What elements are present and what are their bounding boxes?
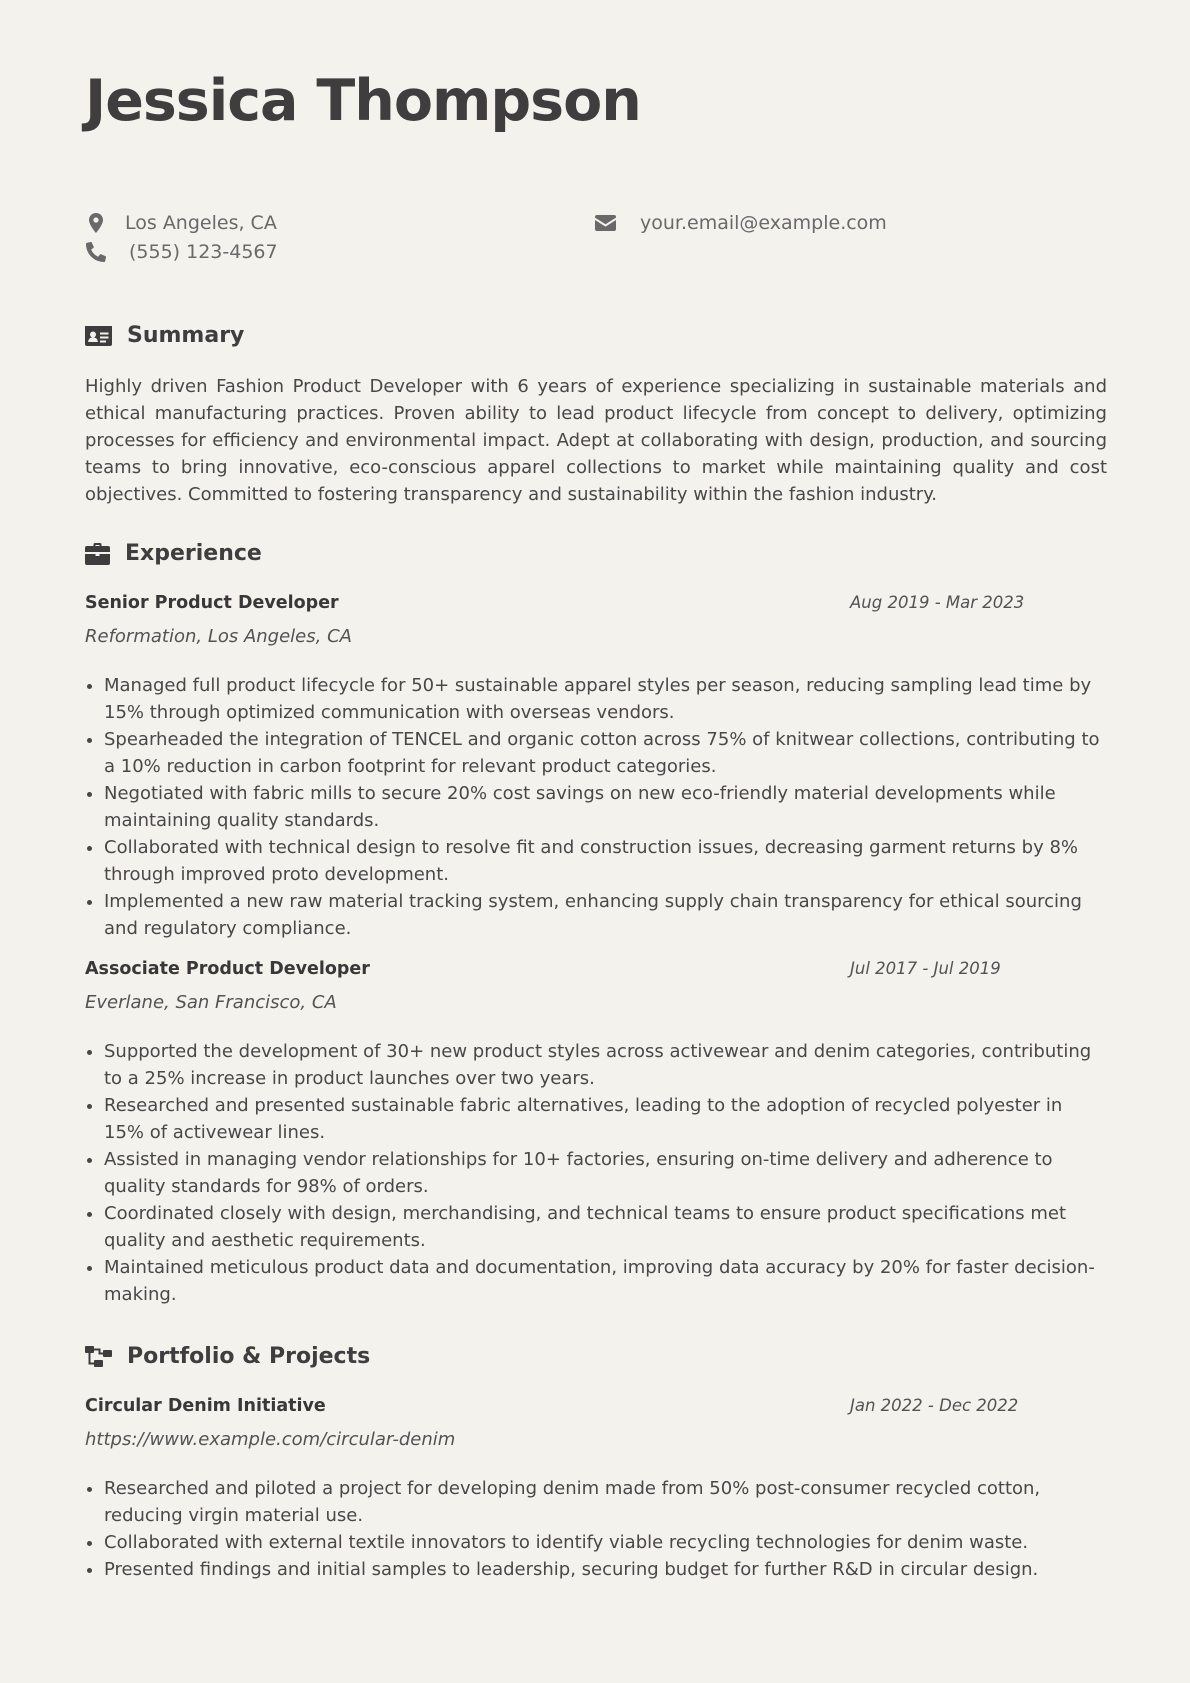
id-card-icon <box>85 324 113 348</box>
contact-email <box>594 212 887 234</box>
list-item: Supported the development of 30+ new product styles across activewear and denim categories, contributing to a 25% increase in product launches over two years. <box>85 1038 1107 1092</box>
summary-heading <box>85 323 244 348</box>
projects-heading <box>85 1344 370 1369</box>
list-item: Presented findings and initial samples to leadership, securing budget for further R&D in circular design. <box>85 1556 1107 1583</box>
summary-title: Summary <box>127 323 245 348</box>
job-bullets <box>85 1038 1107 1308</box>
phone-text: (555) 123-4567 <box>129 241 278 263</box>
contact-location <box>85 212 277 234</box>
job-bullets <box>85 672 1107 942</box>
job-company: Everlane, San Francisco, CA <box>85 992 337 1013</box>
location-text: Los Angeles, CA <box>125 212 277 234</box>
list-item: Assisted in managing vendor relationships for 10+ factories, ensuring on-time delivery and adherence to quality standards for 98% of orders. <box>85 1146 1107 1200</box>
summary-text: Highly driven Fashion Product Developer with 6 years of experience specializing in sustainable materials and ethical manufacturing practices. Proven ability to lead product lifecycle from concept to delivery, optimizing processes for efficiency and environmental impact. Adept at collaborating with design, production, and sourcing teams to bring innovative, eco-conscious apparel collections to market while maintaining quality and cost objectives. Committed to fostering transparency and sustainability within the fashion industry. <box>85 376 1107 505</box>
job-title: Senior Product Developer <box>85 593 339 613</box>
candidate-name: Jessica Thompson <box>85 68 641 134</box>
experience-heading <box>85 541 262 566</box>
experience-title: Experience <box>125 541 262 566</box>
contact-phone <box>85 241 278 263</box>
job-dates: Aug 2019 - Mar 2023 <box>850 593 1025 612</box>
projects-title: Portfolio & Projects <box>127 1344 371 1369</box>
project-link[interactable]: https://www.example.com/circular-denim <box>85 1429 456 1450</box>
list-item: Researched and piloted a project for developing denim made from 50% post-consumer recycled cotton, reducing virgin material use. <box>85 1475 1107 1529</box>
project-dates: Jan 2022 - Dec 2022 <box>850 1396 1019 1415</box>
briefcase-icon <box>85 542 113 566</box>
list-item: Researched and presented sustainable fabric alternatives, leading to the adoption of recycled polyester in 15% of activewear lines. <box>85 1092 1107 1146</box>
list-item: Managed full product lifecycle for 50+ sustainable apparel styles per season, reducing sampling lead time by 15% through optimized communication with overseas vendors. <box>85 672 1107 726</box>
list-item: Coordinated closely with design, merchandising, and technical teams to ensure product specifications met quality and aesthetic requirements. <box>85 1200 1107 1254</box>
list-item: Collaborated with technical design to resolve fit and construction issues, decreasing garment returns by 8% through improved proto development. <box>85 834 1107 888</box>
job-company: Reformation, Los Angeles, CA <box>85 626 352 647</box>
map-marker-icon <box>85 212 107 234</box>
list-item: Maintained meticulous product data and documentation, improving data accuracy by 20% for faster decision-making. <box>85 1254 1107 1308</box>
job-title: Associate Product Developer <box>85 959 370 979</box>
project-diagram-icon <box>85 1345 113 1369</box>
job-dates: Jul 2017 - Jul 2019 <box>850 959 1001 978</box>
envelope-icon <box>594 212 616 234</box>
list-item: Spearheaded the integration of TENCEL and organic cotton across 75% of knitwear collections, contributing to a 10% reduction in carbon footprint for relevant product categories. <box>85 726 1107 780</box>
project-title: Circular Denim Initiative <box>85 1396 326 1416</box>
list-item: Collaborated with external textile innovators to identify viable recycling technologies for denim waste. <box>85 1529 1107 1556</box>
list-item: Implemented a new raw material tracking system, enhancing supply chain transparency for ethical sourcing and regulatory compliance. <box>85 888 1107 942</box>
phone-icon <box>85 241 107 263</box>
list-item: Negotiated with fabric mills to secure 20% cost savings on new eco-friendly material developments while maintaining quality standards. <box>85 780 1107 834</box>
project-bullets <box>85 1475 1107 1583</box>
email-text: your.email@example.com <box>640 212 887 234</box>
